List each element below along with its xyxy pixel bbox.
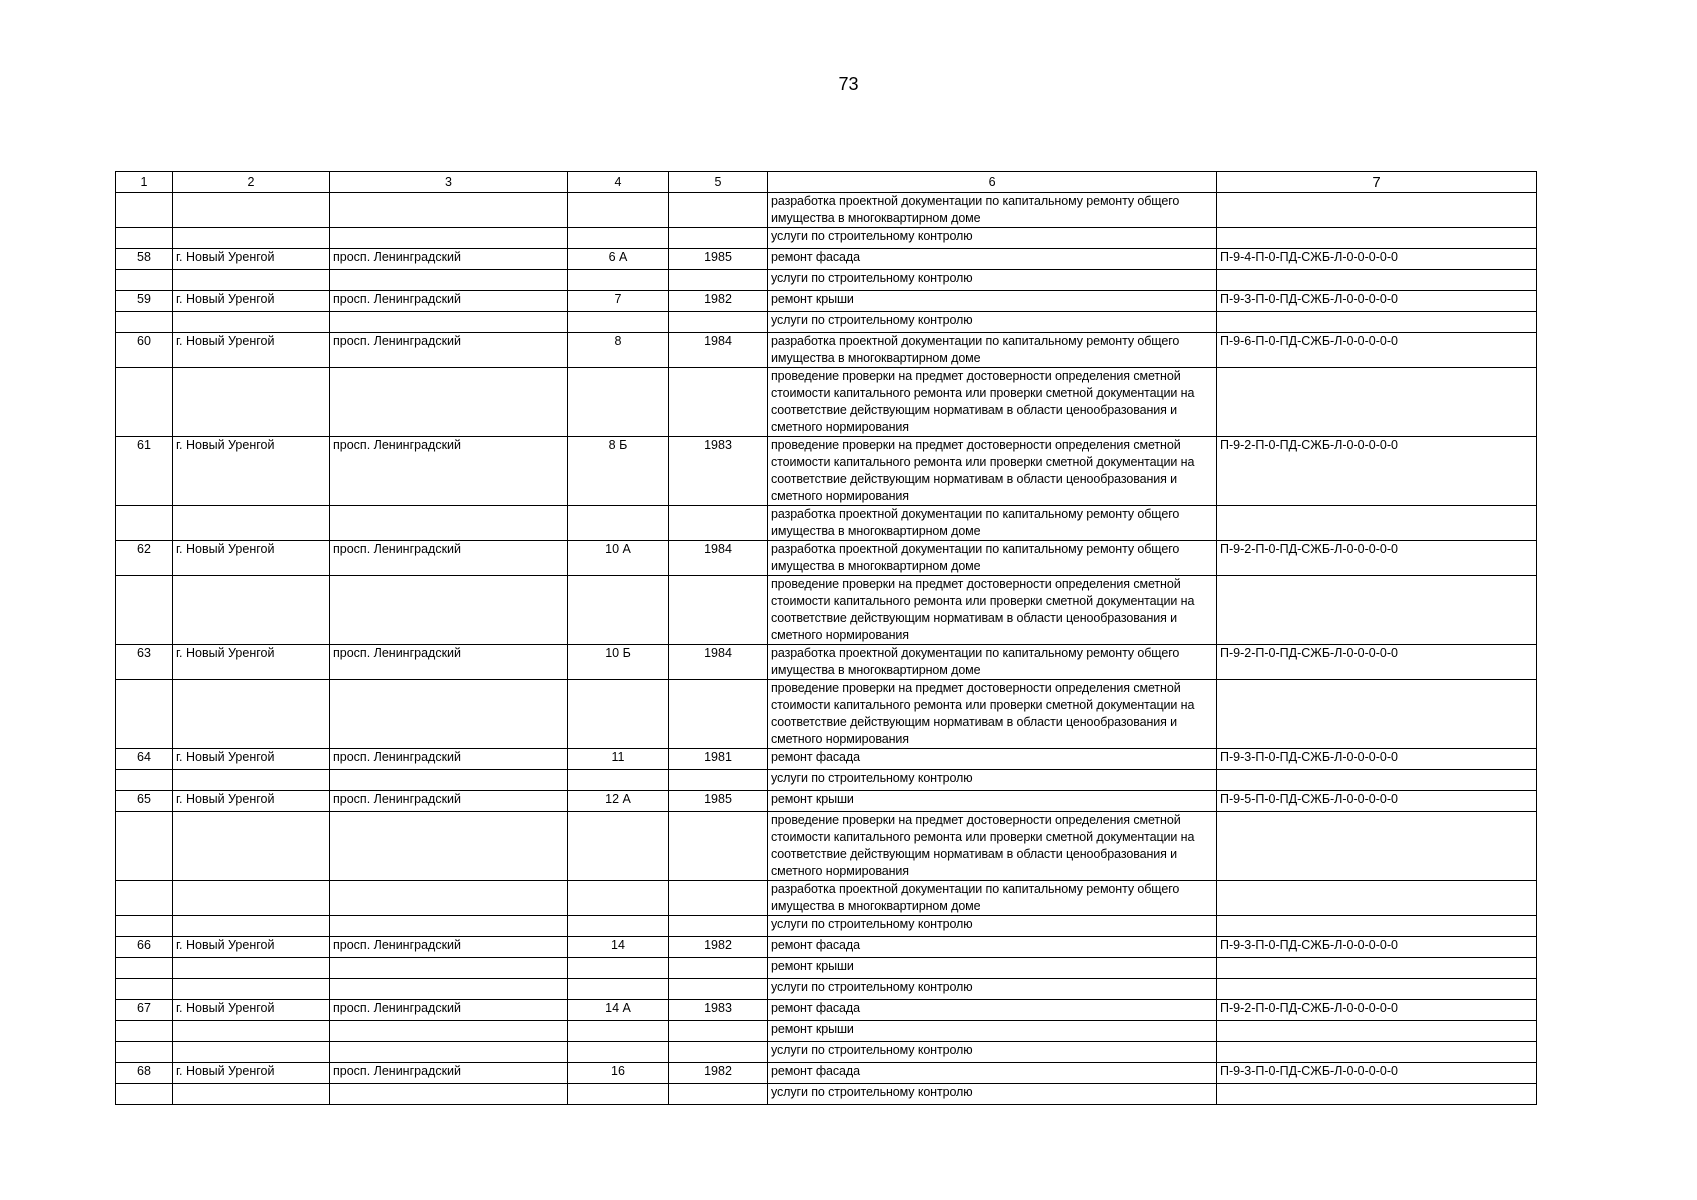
- house-number-cell: 12 А: [568, 791, 669, 812]
- building-code-cell: П-9-3-П-0-ПД-СЖБ-Л-0-0-0-0-0: [1217, 749, 1537, 770]
- row-number-cell: 68: [116, 1063, 173, 1084]
- house-number-cell: 7: [568, 291, 669, 312]
- city-cell: [173, 881, 330, 916]
- table-row: [116, 770, 1537, 791]
- year-built-cell: [669, 506, 768, 541]
- year-built-cell: 1983: [669, 1000, 768, 1021]
- year-built-cell: [669, 916, 768, 937]
- table-row: [116, 541, 1537, 576]
- street-cell: просп. Ленинградский: [330, 541, 568, 576]
- table-row: [116, 270, 1537, 291]
- table-row: [116, 1063, 1537, 1084]
- year-built-cell: [669, 193, 768, 228]
- year-built-cell: [669, 228, 768, 249]
- row-number-cell: [116, 270, 173, 291]
- city-cell: г. Новый Уренгой: [173, 291, 330, 312]
- work-type-cell: услуги по строительному контролю: [768, 770, 1217, 791]
- city-cell: г. Новый Уренгой: [173, 1000, 330, 1021]
- building-code-cell: [1217, 881, 1537, 916]
- header-col-1: 1: [116, 172, 173, 193]
- city-cell: [173, 979, 330, 1000]
- work-type-cell: услуги по строительному контролю: [768, 1084, 1217, 1105]
- street-cell: [330, 881, 568, 916]
- table-row: [116, 1084, 1537, 1105]
- work-type-cell: ремонт фасада: [768, 749, 1217, 770]
- street-cell: просп. Ленинградский: [330, 1063, 568, 1084]
- year-built-cell: [669, 979, 768, 1000]
- building-code-cell: [1217, 228, 1537, 249]
- house-number-cell: 8 Б: [568, 437, 669, 506]
- work-type-cell: проведение проверки на предмет достоверности определения сметной стоимости капитального ремонта или проверки сметной документации на соответствие действующим нормативам в области ценообразования и сметного нормирования: [768, 368, 1217, 437]
- house-number-cell: [568, 1021, 669, 1042]
- building-code-cell: [1217, 1042, 1537, 1063]
- street-cell: [330, 270, 568, 291]
- header-col-7: 7: [1217, 172, 1537, 193]
- street-cell: [330, 312, 568, 333]
- street-cell: просп. Ленинградский: [330, 291, 568, 312]
- building-code-cell: [1217, 812, 1537, 881]
- table-row: [116, 1042, 1537, 1063]
- table-body: [116, 172, 1537, 1105]
- table-row: [116, 749, 1537, 770]
- table-row: [116, 881, 1537, 916]
- city-cell: [173, 368, 330, 437]
- city-cell: [173, 576, 330, 645]
- table-header-row: [116, 172, 1537, 193]
- house-number-cell: 6 А: [568, 249, 669, 270]
- building-code-cell: П-9-2-П-0-ПД-СЖБ-Л-0-0-0-0-0: [1217, 1000, 1537, 1021]
- street-cell: просп. Ленинградский: [330, 937, 568, 958]
- row-number-cell: [116, 812, 173, 881]
- house-number-cell: [568, 270, 669, 291]
- city-cell: г. Новый Уренгой: [173, 437, 330, 506]
- house-number-cell: 16: [568, 1063, 669, 1084]
- city-cell: [173, 812, 330, 881]
- street-cell: [330, 1042, 568, 1063]
- building-code-cell: [1217, 958, 1537, 979]
- house-number-cell: [568, 228, 669, 249]
- street-cell: просп. Ленинградский: [330, 249, 568, 270]
- house-number-cell: [568, 1084, 669, 1105]
- row-number-cell: [116, 770, 173, 791]
- city-cell: [173, 958, 330, 979]
- table-row: [116, 312, 1537, 333]
- building-code-cell: П-9-2-П-0-ПД-СЖБ-Л-0-0-0-0-0: [1217, 437, 1537, 506]
- city-cell: г. Новый Уренгой: [173, 645, 330, 680]
- street-cell: [330, 368, 568, 437]
- year-built-cell: 1982: [669, 1063, 768, 1084]
- row-number-cell: [116, 680, 173, 749]
- work-type-cell: разработка проектной документации по капитальному ремонту общего имущества в многоквартирном доме: [768, 541, 1217, 576]
- city-cell: г. Новый Уренгой: [173, 541, 330, 576]
- year-built-cell: 1983: [669, 437, 768, 506]
- work-type-cell: ремонт крыши: [768, 291, 1217, 312]
- city-cell: [173, 506, 330, 541]
- work-type-cell: разработка проектной документации по капитальному ремонту общего имущества в многоквартирном доме: [768, 645, 1217, 680]
- header-col-2: 2: [173, 172, 330, 193]
- building-code-cell: П-9-3-П-0-ПД-СЖБ-Л-0-0-0-0-0: [1217, 291, 1537, 312]
- row-number-cell: [116, 881, 173, 916]
- table-row: [116, 228, 1537, 249]
- year-built-cell: [669, 770, 768, 791]
- row-number-cell: 58: [116, 249, 173, 270]
- work-type-cell: услуги по строительному контролю: [768, 228, 1217, 249]
- table-row: [116, 1021, 1537, 1042]
- work-type-cell: услуги по строительному контролю: [768, 979, 1217, 1000]
- row-number-cell: [116, 576, 173, 645]
- year-built-cell: 1985: [669, 791, 768, 812]
- work-type-cell: ремонт фасада: [768, 1063, 1217, 1084]
- year-built-cell: [669, 1084, 768, 1105]
- row-number-cell: 60: [116, 333, 173, 368]
- work-type-cell: ремонт крыши: [768, 958, 1217, 979]
- work-type-cell: разработка проектной документации по капитальному ремонту общего имущества в многоквартирном доме: [768, 506, 1217, 541]
- street-cell: [330, 770, 568, 791]
- city-cell: г. Новый Уренгой: [173, 333, 330, 368]
- row-number-cell: [116, 368, 173, 437]
- year-built-cell: 1984: [669, 645, 768, 680]
- building-code-cell: [1217, 193, 1537, 228]
- street-cell: просп. Ленинградский: [330, 333, 568, 368]
- year-built-cell: [669, 1021, 768, 1042]
- work-type-cell: услуги по строительному контролю: [768, 1042, 1217, 1063]
- building-code-cell: П-9-4-П-0-ПД-СЖБ-Л-0-0-0-0-0: [1217, 249, 1537, 270]
- year-built-cell: 1982: [669, 291, 768, 312]
- house-number-cell: 11: [568, 749, 669, 770]
- work-type-cell: разработка проектной документации по капитальному ремонту общего имущества в многоквартирном доме: [768, 333, 1217, 368]
- row-number-cell: [116, 312, 173, 333]
- table-row: [116, 979, 1537, 1000]
- table-row: [116, 506, 1537, 541]
- building-code-cell: П-9-2-П-0-ПД-СЖБ-Л-0-0-0-0-0: [1217, 541, 1537, 576]
- building-code-cell: П-9-5-П-0-ПД-СЖБ-Л-0-0-0-0-0: [1217, 791, 1537, 812]
- house-number-cell: [568, 576, 669, 645]
- street-cell: [330, 228, 568, 249]
- building-code-cell: [1217, 312, 1537, 333]
- city-cell: [173, 1084, 330, 1105]
- building-code-cell: [1217, 680, 1537, 749]
- work-type-cell: ремонт фасада: [768, 249, 1217, 270]
- house-number-cell: [568, 193, 669, 228]
- row-number-cell: 66: [116, 937, 173, 958]
- building-code-cell: П-9-2-П-0-ПД-СЖБ-Л-0-0-0-0-0: [1217, 645, 1537, 680]
- row-number-cell: 61: [116, 437, 173, 506]
- city-cell: г. Новый Уренгой: [173, 937, 330, 958]
- street-cell: [330, 680, 568, 749]
- year-built-cell: [669, 576, 768, 645]
- work-type-cell: проведение проверки на предмет достоверности определения сметной стоимости капитального ремонта или проверки сметной документации на соответствие действующим нормативам в области ценообразования и сметного нормирования: [768, 437, 1217, 506]
- work-type-cell: разработка проектной документации по капитальному ремонту общего имущества в многоквартирном доме: [768, 193, 1217, 228]
- house-number-cell: [568, 312, 669, 333]
- city-cell: [173, 228, 330, 249]
- year-built-cell: [669, 368, 768, 437]
- table-row: [116, 937, 1537, 958]
- house-number-cell: [568, 979, 669, 1000]
- row-number-cell: [116, 916, 173, 937]
- table-row: [116, 645, 1537, 680]
- house-number-cell: 10 Б: [568, 645, 669, 680]
- building-code-cell: П-9-3-П-0-ПД-СЖБ-Л-0-0-0-0-0: [1217, 1063, 1537, 1084]
- city-cell: [173, 680, 330, 749]
- street-cell: [330, 1021, 568, 1042]
- house-number-cell: [568, 770, 669, 791]
- table-row: [116, 576, 1537, 645]
- house-number-cell: [568, 958, 669, 979]
- building-code-cell: П-9-6-П-0-ПД-СЖБ-Л-0-0-0-0-0: [1217, 333, 1537, 368]
- year-built-cell: 1985: [669, 249, 768, 270]
- street-cell: [330, 958, 568, 979]
- street-cell: просп. Ленинградский: [330, 645, 568, 680]
- work-type-cell: ремонт крыши: [768, 1021, 1217, 1042]
- header-col-4: 4: [568, 172, 669, 193]
- city-cell: [173, 270, 330, 291]
- building-code-cell: [1217, 1084, 1537, 1105]
- work-type-cell: проведение проверки на предмет достоверности определения сметной стоимости капитального ремонта или проверки сметной документации на соответствие действующим нормативам в области ценообразования и сметного нормирования: [768, 576, 1217, 645]
- building-code-cell: [1217, 770, 1537, 791]
- city-cell: г. Новый Уренгой: [173, 791, 330, 812]
- house-number-cell: 10 А: [568, 541, 669, 576]
- house-number-cell: 14 А: [568, 1000, 669, 1021]
- house-number-cell: [568, 916, 669, 937]
- street-cell: просп. Ленинградский: [330, 1000, 568, 1021]
- year-built-cell: 1984: [669, 333, 768, 368]
- year-built-cell: [669, 1042, 768, 1063]
- work-type-cell: проведение проверки на предмет достоверности определения сметной стоимости капитального ремонта или проверки сметной документации на соответствие действующим нормативам в области ценообразования и сметного нормирования: [768, 812, 1217, 881]
- row-number-cell: [116, 1021, 173, 1042]
- row-number-cell: 62: [116, 541, 173, 576]
- building-code-cell: [1217, 979, 1537, 1000]
- row-number-cell: 59: [116, 291, 173, 312]
- work-type-cell: услуги по строительному контролю: [768, 270, 1217, 291]
- house-number-cell: [568, 368, 669, 437]
- row-number-cell: [116, 228, 173, 249]
- building-code-cell: [1217, 1021, 1537, 1042]
- city-cell: [173, 193, 330, 228]
- work-type-cell: проведение проверки на предмет достоверности определения сметной стоимости капитального ремонта или проверки сметной документации на соответствие действующим нормативам в области ценообразования и сметного нормирования: [768, 680, 1217, 749]
- street-cell: [330, 193, 568, 228]
- table-row: [116, 333, 1537, 368]
- year-built-cell: [669, 680, 768, 749]
- city-cell: г. Новый Уренгой: [173, 1063, 330, 1084]
- header-col-6: 6: [768, 172, 1217, 193]
- table-row: [116, 958, 1537, 979]
- table-row: [116, 680, 1537, 749]
- year-built-cell: 1982: [669, 937, 768, 958]
- city-cell: [173, 1042, 330, 1063]
- row-number-cell: [116, 1084, 173, 1105]
- page-number: 73: [838, 74, 859, 94]
- work-type-cell: услуги по строительному контролю: [768, 312, 1217, 333]
- row-number-cell: [116, 1042, 173, 1063]
- street-cell: просп. Ленинградский: [330, 791, 568, 812]
- table-row: [116, 437, 1537, 506]
- city-cell: [173, 312, 330, 333]
- header-col-3: 3: [330, 172, 568, 193]
- row-number-cell: 65: [116, 791, 173, 812]
- street-cell: [330, 916, 568, 937]
- street-cell: просп. Ленинградский: [330, 749, 568, 770]
- year-built-cell: [669, 881, 768, 916]
- header-col-5: 5: [669, 172, 768, 193]
- work-type-cell: разработка проектной документации по капитальному ремонту общего имущества в многоквартирном доме: [768, 881, 1217, 916]
- house-number-cell: [568, 1042, 669, 1063]
- building-code-cell: [1217, 916, 1537, 937]
- row-number-cell: 63: [116, 645, 173, 680]
- city-cell: [173, 916, 330, 937]
- row-number-cell: [116, 506, 173, 541]
- year-built-cell: 1984: [669, 541, 768, 576]
- row-number-cell: [116, 979, 173, 1000]
- table-row: [116, 368, 1537, 437]
- building-code-cell: [1217, 576, 1537, 645]
- house-number-cell: 8: [568, 333, 669, 368]
- row-number-cell: 67: [116, 1000, 173, 1021]
- year-built-cell: [669, 270, 768, 291]
- street-cell: [330, 1084, 568, 1105]
- city-cell: г. Новый Уренгой: [173, 249, 330, 270]
- year-built-cell: [669, 812, 768, 881]
- house-number-cell: [568, 506, 669, 541]
- street-cell: просп. Ленинградский: [330, 437, 568, 506]
- table-row: [116, 193, 1537, 228]
- building-code-cell: [1217, 368, 1537, 437]
- work-type-cell: услуги по строительному контролю: [768, 916, 1217, 937]
- city-cell: [173, 770, 330, 791]
- year-built-cell: [669, 312, 768, 333]
- table-row: [116, 291, 1537, 312]
- house-number-cell: [568, 680, 669, 749]
- work-type-cell: ремонт крыши: [768, 791, 1217, 812]
- year-built-cell: [669, 958, 768, 979]
- registry-table: [115, 171, 1537, 1105]
- street-cell: [330, 506, 568, 541]
- table-row: [116, 916, 1537, 937]
- row-number-cell: 64: [116, 749, 173, 770]
- city-cell: [173, 1021, 330, 1042]
- row-number-cell: [116, 193, 173, 228]
- table-row: [116, 812, 1537, 881]
- city-cell: г. Новый Уренгой: [173, 749, 330, 770]
- building-code-cell: [1217, 270, 1537, 291]
- house-number-cell: [568, 881, 669, 916]
- building-code-cell: П-9-3-П-0-ПД-СЖБ-Л-0-0-0-0-0: [1217, 937, 1537, 958]
- table-row: [116, 791, 1537, 812]
- street-cell: [330, 576, 568, 645]
- work-type-cell: ремонт фасада: [768, 1000, 1217, 1021]
- year-built-cell: 1981: [669, 749, 768, 770]
- table-row: [116, 1000, 1537, 1021]
- street-cell: [330, 812, 568, 881]
- house-number-cell: [568, 812, 669, 881]
- work-type-cell: ремонт фасада: [768, 937, 1217, 958]
- row-number-cell: [116, 958, 173, 979]
- house-number-cell: 14: [568, 937, 669, 958]
- building-code-cell: [1217, 506, 1537, 541]
- table-row: [116, 249, 1537, 270]
- street-cell: [330, 979, 568, 1000]
